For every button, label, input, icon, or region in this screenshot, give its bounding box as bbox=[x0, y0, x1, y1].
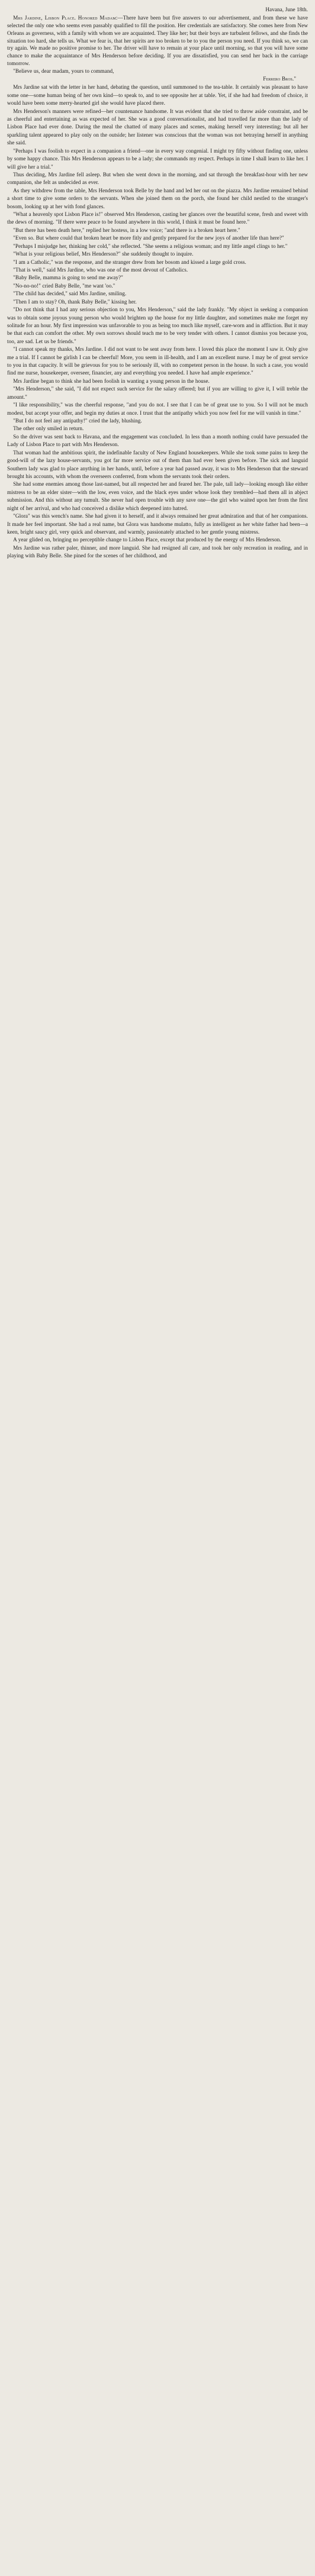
story-paragraph: The other only smiled in return. bbox=[13, 425, 84, 432]
story-paragraph: Mrs Jardine began to think she had been foolish in wanting a young person in the house. bbox=[13, 377, 210, 384]
letter-closing: "Believe us, dear madam, yours to command, bbox=[13, 68, 114, 74]
story-paragraph: So the driver was sent back to Havana, and the engagement was concluded. In less than a month nothing could have persuaded the Lady of Lisbon Place to part with Mrs Henderson. bbox=[7, 433, 308, 448]
story-paragraph: "Glora" was this wench's name. She had given it to herself, and it always remained her great admiration and that of her companions. It made her feel important. She had a real name, but Glora was handsome mulatto, fully as intelligent as her white father had been—a keen, bright saucy girl, very quick and observant, and warmly, passionately attached to her gentle young mistress. bbox=[7, 513, 308, 535]
story-paragraph: That woman had the ambitious spirit, the indefinable faculty of New England housekeepers. While she took some pains to keep the good-will of the lazy house-servants, you got far more service out of them than had ever been given before. The sick and languid Southern lady was glad to place anything in her hands, until, before a year had passed away, it was to Mrs Henderson that the steward brought his accounts, with whom the overseers conferred, from whom the servants took their orders. bbox=[7, 449, 308, 479]
letter-body: —There have been but five answers to our advertisement, and from these we have selected the only one who seems even passably qualified to fill the position. Her credentials are satisfactory. She comes here from New Orleans as governess, with a family with whom we are acquainted. They like her; but their boys are turbulent fellows, and she finds the situation too hard, she tells us. What we fear is, that her spirits are too broken to be to you the person you need. If you think so, we can try again. We made no positive promise to her. The driver will have to remain at your place until morning, so that you will have some chance to make the acquaintance of Mrs Henderson before deciding. If you are dissatisfied, you can send her back in the carriage tomorrow. bbox=[7, 14, 308, 67]
story-paragraph: "Baby Belle, mamma is going to send me away?" bbox=[13, 275, 123, 281]
story-paragraph: Thus deciding, Mrs Jardine fell asleep. But when she went down in the morning, and sat through the breakfast-hour with her new companion, she felt as undecided as ever. bbox=[7, 171, 308, 186]
story-paragraph: Mrs Henderson's manners were refined—her countenance handsome. It was evident that she tried to throw aside constraint, and be as cheerful and entertaining as was expected of her. She was a good conversationalist, and had travelled far more than the lady of Lisbon Place had ever done. During the meal the chatted of many places and scenes, making herself very interesting; but all her sparkling talent appeared to play only on the outside; her listener was conscious that the woman was not betraying herself in anything she said. bbox=[7, 108, 308, 146]
story-paragraphs bbox=[7, 83, 308, 560]
letter-signature: Ferrero Bros." bbox=[263, 76, 296, 82]
story-paragraph: "Perhaps I was foolish to expect in a companion a friend—one in every way congenial. I might try fifty without finding one, unless by some happy chance. This Mrs Henderson appears to be a lady; she commands my respect. Perhaps in time I shall learn to like her. I will give her a trial." bbox=[7, 147, 308, 170]
story-paragraph: Mrs Jardine was rather paler, thinner, and more languid. She had resigned all care, and took her only recreation in reading, and in playing with Baby Belle. She pined for the scenes of her childhood, and bbox=[7, 544, 308, 559]
letter-dateline: Havana, June 18th. bbox=[265, 7, 308, 12]
story-column bbox=[7, 6, 308, 560]
story-paragraph: "What is your religious belief, Mrs Henderson?" she suddenly thought to inquire. bbox=[13, 251, 194, 257]
story-paragraph: "I cannot speak my thanks, Mrs Jardine. I did not want to be sent away from here. I loved this place the moment I saw it. Only give me a trial. If I cannot be girlish I can be cheerful! More, you seem in ill-health, and I am an excellent nurse. I may be of great service to you in that capacity. It will be grievous for you to be seriously ill, with no competent person in the house. In such a case, you would find me nurse, housekeeper, overseer, financier, any and everything you needed. I have had ample experience." bbox=[7, 346, 308, 376]
story-paragraph: "I am a Catholic," was the response, and the stranger drew from her bosom and kissed a large gold cross. bbox=[13, 259, 246, 265]
story-paragraph: "What a heavenly spot Lisbon Place is!" observed Mrs Henderson, casting her glances over the beautiful scene, fresh and sweet with the dews of morning. "If there were peace to be found anywhere in this world, I think it must be found here." bbox=[7, 211, 308, 225]
letter-salutation-greeting: Honored Madam: bbox=[78, 14, 118, 21]
story-paragraph: A year glided on, bringing no perceptible change to Lisbon Place, except that produced by the energy of Mrs Henderson. bbox=[13, 537, 281, 543]
story-paragraph: "Do not think that I had any serious objection to you, Mrs Henderson," said the lady frankly. "My object in seeking a companion was to obtain some joyous young person who would brighten up the house for my little daughter, and sometimes make me forget my solitude for an hour. My first impression was unfavorable to you as being too much like myself, care-worn and in affliction. But it may be that each can comfort the other. My own sorrows should teach me to be very tender with others. I cannot dismiss you because you, too, are sad. Let us be friends." bbox=[7, 306, 308, 344]
story-paragraph: "Even so. But where could that broken heart be more fitly and gently prepared for the new joys of another life than here?" bbox=[13, 235, 284, 241]
letter-salutation-name: Mrs Jardine, Lisbon Place. bbox=[13, 14, 76, 21]
story-paragraph: "But there has been death here," replied her hostess, in a low voice; "and there is a broken heart here." bbox=[13, 227, 240, 233]
story-paragraph: "No-no-no!" cried Baby Belle, "me want 'oo." bbox=[13, 282, 115, 289]
story-paragraph: "The child has decided," said Mrs Jardine, smiling. bbox=[13, 290, 127, 297]
story-paragraph: "Perhaps I misjudge her, thinking her cold," she reflected. "She seems a religious woman; and my little angel clings to her." bbox=[13, 243, 288, 249]
story-paragraph: She had some enemies among those last-named, but all respected her and feared her. The pale, tall lady—looking enough like either mistress to be an elder sister—with the low, even voice, and the black eyes under whose look they trembled—had them all in abject submission. And this without any tumult. She never had open trouble with any save one—the girl who waited upon her from the first night of her arrival, and who had conceived a dislike which deepened into hatred. bbox=[7, 481, 308, 511]
story-paragraph: "That is well," said Mrs Jardine, who was one of the most devout of Catholics. bbox=[13, 267, 188, 273]
story-paragraph: "I like responsibility," was the cheerful response, "and you do not. I see that I can be of great use to you. So I will not be much modest, but accept your offer, and begin my duties at once. I trust that the antipathy which you now feel for me will vanish in time." bbox=[7, 402, 308, 416]
story-paragraph: "But I do not feel any antipathy!" cried the lady, blushing. bbox=[13, 418, 142, 424]
story-paragraph: Mrs Jardine sat with the letter in her hand, debating the question, until summoned to the tea-table. It certainly was pleasant to have some one—some human being of her own kind—to speak to, and to see opposite her at table. Yet, if she had had freedom of choice, it would have been some merry-hearted girl she would have placed there. bbox=[7, 84, 308, 106]
story-paragraph: As they withdrew from the table, Mrs Henderson took Belle by the hand and led her out on the piazza. Mrs Jardine remained behind a short time to give some orders to the servants. When she joined them on the porch, she found her child nestled to the stranger's bosom, looking up at her with fond glances. bbox=[7, 187, 308, 209]
letter-opening bbox=[7, 14, 308, 67]
story-paragraph: "Mrs Henderson," she said, "I did not expect such service for the salary offered; but if you are willing to give it, I will treble the amount." bbox=[7, 386, 308, 400]
story-paragraph: "Then I am to stay? Oh, thank Baby Belle," kissing her. bbox=[13, 298, 137, 305]
